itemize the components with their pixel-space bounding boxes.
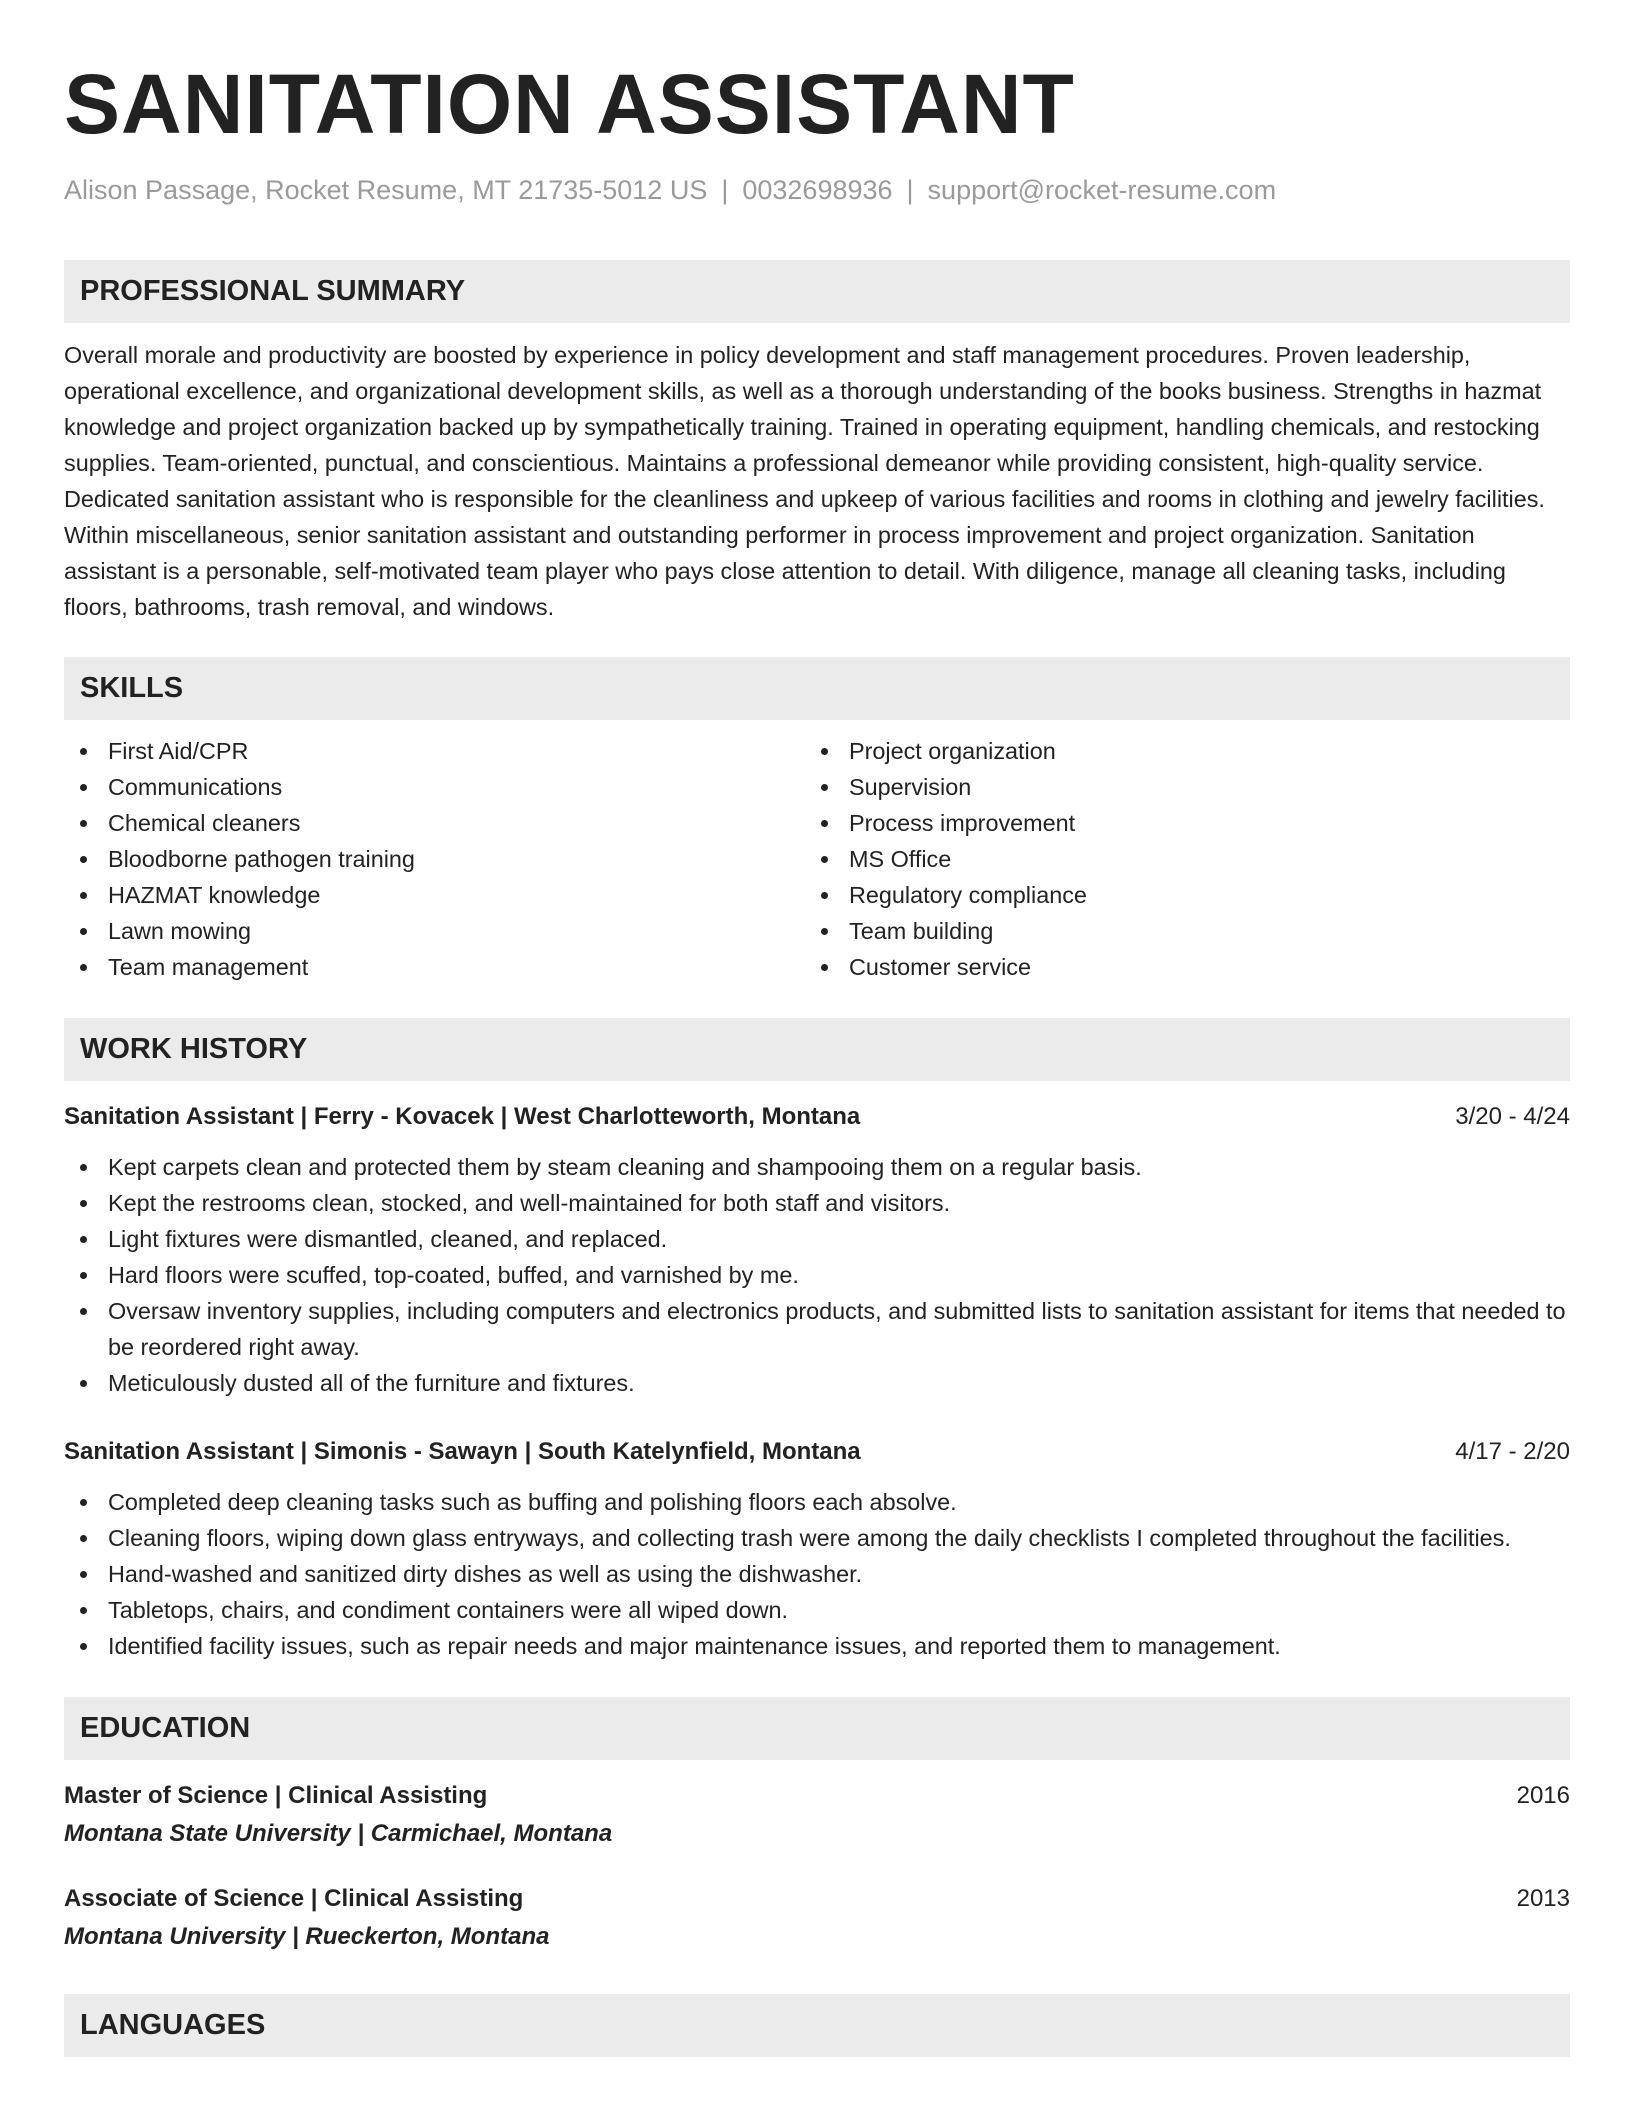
skill-item: Lawn mowing [64, 913, 805, 949]
job-bullet: Kept the restrooms clean, stocked, and well-maintained for both staff and visitors. [64, 1185, 1570, 1221]
education-year: 2016 [1516, 1782, 1570, 1809]
job-bullets [64, 1149, 1570, 1401]
skills-list-left [64, 733, 805, 985]
job-bullet: Light fixtures were dismantled, cleaned, and replaced. [64, 1221, 1570, 1257]
job-title: Sanitation Assistant | Simonis - Sawayn | South Katelynfield, Montana [64, 1438, 861, 1465]
job-entry [64, 1434, 1570, 1664]
skill-item: Bloodborne pathogen training [64, 841, 805, 877]
education-entry [64, 1881, 1570, 1957]
contact-separator: | [906, 175, 914, 205]
education-year: 2013 [1516, 1885, 1570, 1912]
job-bullet: Hard floors were scuffed, top-coated, buffed, and varnished by me. [64, 1257, 1570, 1293]
contact-email[interactable]: support@rocket-resume.com [927, 175, 1277, 205]
job-bullet: Oversaw inventory supplies, including computers and electronics products, and submitted lists to sanitation assistant for items that needed to be reordered right away. [64, 1293, 1570, 1365]
skills-list-right [805, 733, 1546, 985]
job-header [64, 1434, 1570, 1470]
contact-line [64, 172, 1570, 208]
job-bullet: Identified facility issues, such as repair needs and major maintenance issues, and reported them to management. [64, 1628, 1570, 1664]
skill-item: Process improvement [805, 805, 1546, 841]
skill-item: Project organization [805, 733, 1546, 769]
job-header [64, 1099, 1570, 1135]
education-header [64, 1778, 1570, 1814]
skill-item: MS Office [805, 841, 1546, 877]
job-dates: 4/17 - 2/20 [1455, 1438, 1570, 1465]
skill-item: Team management [64, 949, 805, 985]
education-school: Montana University | Rueckerton, Montana [64, 1923, 550, 1950]
skill-item: Supervision [805, 769, 1546, 805]
skills-columns [64, 733, 1570, 985]
skill-item: Customer service [805, 949, 1546, 985]
summary-text: Overall morale and productivity are boosted by experience in policy development and staff management procedures. Proven leadership, operational excellence, and organizational development skills, as well as a thorough understanding of the books business. Strengths in hazmat knowledge and project organization backed up by sympathetically training. Trained in operating equipment, handling chemicals, and restocking supplies. Team-oriented, punctual, and conscientious. Maintains a professional demeanor while providing consistent, high-quality service. Dedicated sanitation assistant who is responsible for the cleanliness and upkeep of various facilities and rooms in clothing and jewelry facilities. Within miscellaneous, senior sanitation assistant and outstanding performer in process improvement and project organization. Sanitation assistant is a personable, self-motivated team player who pays close attention to detail. With diligence, manage all cleaning tasks, including floors, bathrooms, trash removal, and windows. [64, 342, 1545, 620]
job-bullet: Cleaning floors, wiping down glass entryways, and collecting trash were among the daily checklists I completed throughout the facilities. [64, 1520, 1570, 1556]
contact-address: Alison Passage, Rocket Resume, MT 21735-5012 US [64, 175, 708, 205]
skill-item: Team building [805, 913, 1546, 949]
job-entry [64, 1099, 1570, 1401]
contact-phone: 0032698936 [742, 175, 893, 205]
contact-separator: | [721, 175, 729, 205]
job-bullets [64, 1484, 1570, 1664]
job-title: Sanitation Assistant | Ferry - Kovacek | West Charlotteworth, Montana [64, 1103, 861, 1130]
section-header-summary: PROFESSIONAL SUMMARY [64, 260, 1570, 323]
job-bullet: Completed deep cleaning tasks such as buffing and polishing floors each absolve. [64, 1484, 1570, 1520]
section-header-skills: SKILLS [64, 657, 1570, 720]
job-dates: 3/20 - 4/24 [1455, 1103, 1570, 1130]
education-entry [64, 1778, 1570, 1854]
job-bullet: Tabletops, chairs, and condiment containers were all wiped down. [64, 1592, 1570, 1628]
education-header [64, 1881, 1570, 1917]
education-school: Montana State University | Carmichael, Montana [64, 1820, 613, 1847]
skill-item: HAZMAT knowledge [64, 877, 805, 913]
skill-item: Chemical cleaners [64, 805, 805, 841]
skill-item: First Aid/CPR [64, 733, 805, 769]
section-header-education: EDUCATION [64, 1697, 1570, 1760]
skill-item: Communications [64, 769, 805, 805]
resume-name: SANITATION ASSISTANT [64, 57, 1075, 151]
job-bullet: Meticulously dusted all of the furniture and fixtures. [64, 1365, 1570, 1401]
skill-item: Regulatory compliance [805, 877, 1546, 913]
education-degree: Associate of Science | Clinical Assisting [64, 1885, 524, 1912]
section-header-work-history: WORK HISTORY [64, 1018, 1570, 1081]
job-bullet: Kept carpets clean and protected them by steam cleaning and shampooing them on a regular basis. [64, 1149, 1570, 1185]
section-header-languages: LANGUAGES [64, 1994, 1570, 2057]
job-bullet: Hand-washed and sanitized dirty dishes as well as using the dishwasher. [64, 1556, 1570, 1592]
education-degree: Master of Science | Clinical Assisting [64, 1782, 488, 1809]
